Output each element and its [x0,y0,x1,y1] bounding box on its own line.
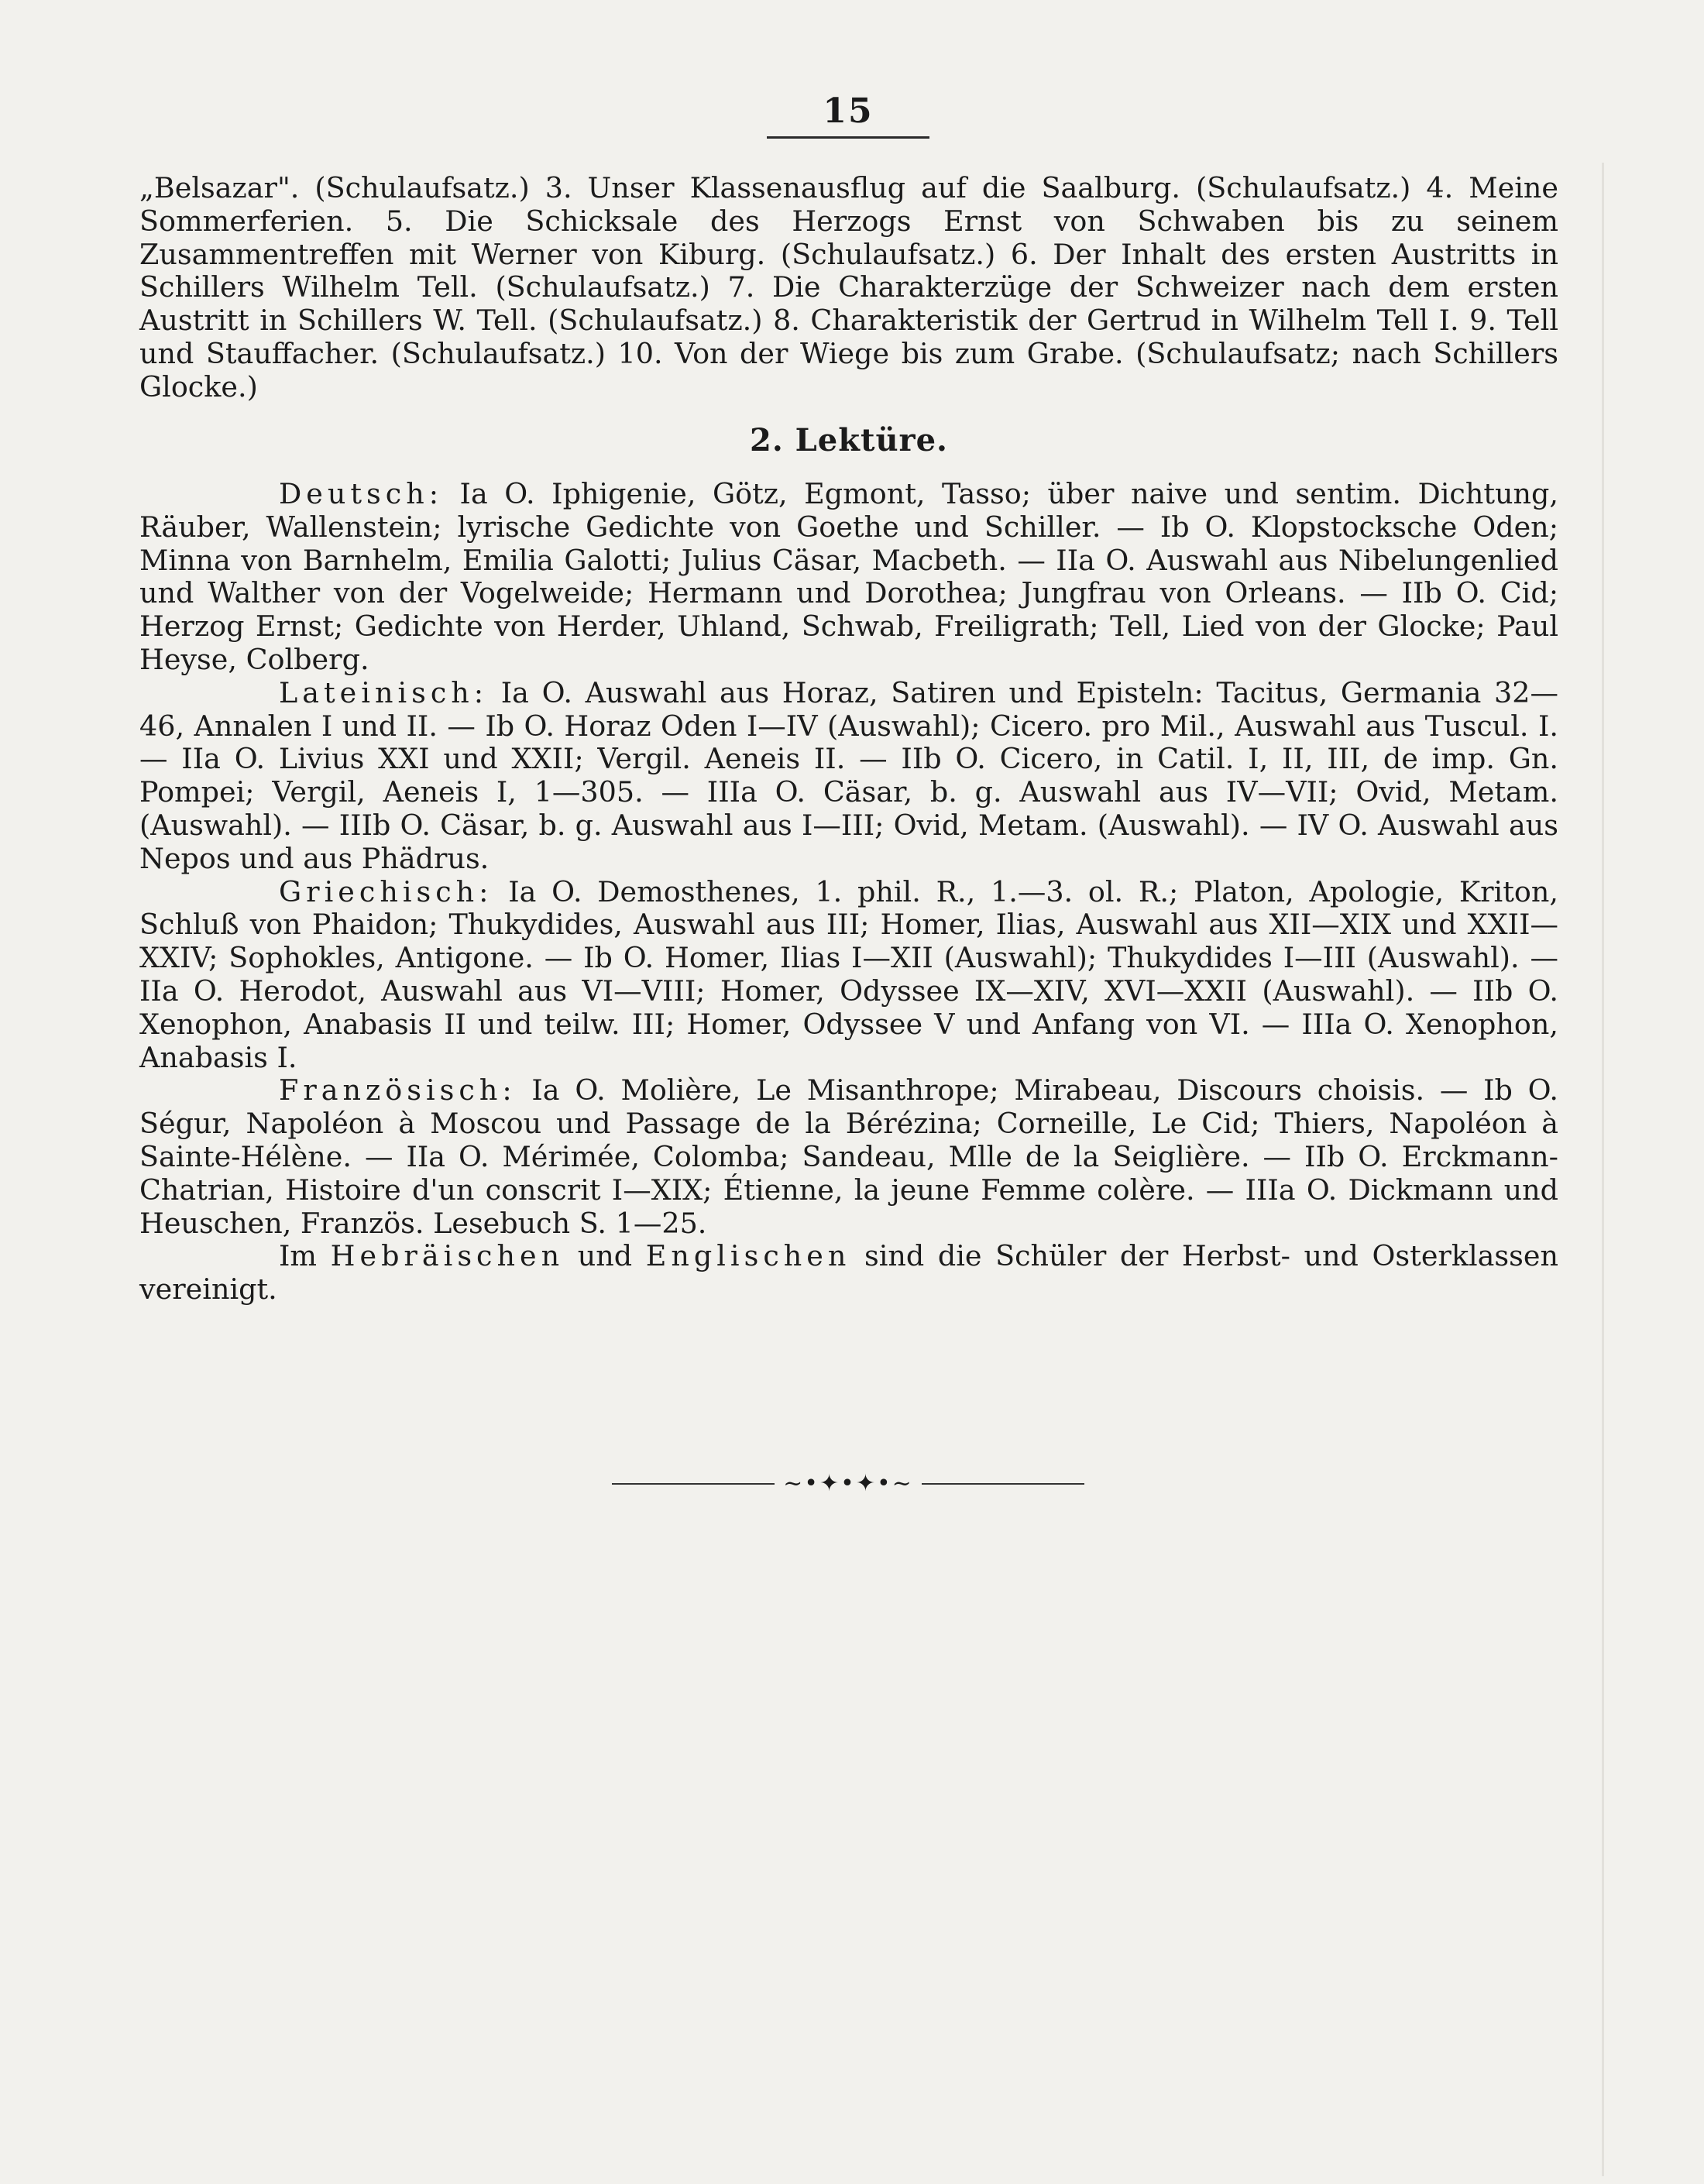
section-title: 2. Lektüre. [750,422,948,458]
page-number-rule [767,136,929,139]
page-bleed-edge [1602,163,1604,2176]
subject-label-franzoesisch: Französisch: [279,1073,517,1107]
reading-franzoesisch [139,1074,1558,1240]
reading-franzoesisch-text: Ia O. Molière, Le Misanthrope; Mirabeau, Discours choisis. — Ib O. Ségur, Napoléon à Moscou und Passage de la Bérézina; Corneille, Le Cid; Thiers, Napoléon à Sainte-Hélène. — IIa O. Mérimée, Colomba; Sandeau, Mlle de la Seiglière. — IIb O. Erckmann-Chatrian, Histoire d'un conscrit I—XIX; Étienne, la jeune Femme colère. — IIIa O. Dickmann und Heuschen, Französ. Lesebuch S. 1—25. [139,1073,1558,1240]
essay-topics-text: „Belsazar". (Schulaufsatz.) 3. Unser Klassenausflug auf die Saalburg. (Schulaufsatz.) 4. Meine Sommerferien. 5. Die Schicksale des Herzogs Ernst von Schwaben bis zu seinem Zusammentreffen mit Werner von Kiburg. (Schulaufsatz.) 6. Der Inhalt des ersten Austritts in Schillers Wilhelm Tell. (Schulaufsatz.) 7. Die Charakterzüge der Schweizer nach dem ersten Austritt in Schillers W. Tell. (Schulaufsatz.) 8. Charakteristik der Gertrud in Wilhelm Tell I. 9. Tell und Stauffacher. (Schulaufsatz.) 10. Von der Wiege bis zum Grabe. (Schulaufsatz; nach Schillers Glocke.) [139,171,1558,403]
reading-deutsch [139,478,1558,677]
note-prefix: Im [279,1239,331,1273]
reading-deutsch-text: Ia O. Iphigenie, Götz, Egmont, Tasso; über naive und sentim. Dichtung, Räuber, Wallenstein; lyrische Gedichte von Goethe und Schiller. — Ib O. Klopstocksche Oden; Minna von Barnhelm, Emilia Galotti; Julius Cäsar, Macbeth. — IIa O. Auswahl aus Nibelungenlied und Walther von der Vogelweide; Hermann und Dorothea; Jungfrau von Orleans. — IIb O. Cid; Herzog Ernst; Gedichte von Herder, Uhland, Schwab, Freiligrath; Tell, Lied von der Glocke; Paul Heyse, Colberg. [139,477,1558,676]
subject-label-lateinisch: Lateinisch: [279,675,489,709]
note-und: und [564,1239,646,1273]
note-englisch: Englischen [645,1239,851,1273]
subject-label-deutsch: Deutsch: [279,477,444,510]
end-ornament [612,1468,1084,1499]
reading-griechisch [139,876,1558,1075]
reading-note [139,1240,1558,1307]
ornament-flourish-icon: ~•✦•✦•~ [783,1470,913,1497]
note-hebraeisch: Hebräischen [330,1239,565,1273]
reading-lateinisch-text: Ia O. Auswahl aus Horaz, Satiren und Episteln: Tacitus, Germania 32—46, Annalen I und II. — Ib O. Horaz Oden I—IV (Auswahl); Cicero. pro Mil., Auswahl aus Tuscul. I. — IIa O. Livius XXI und XXII; Vergil. Aeneis II. — IIb O. Cicero, in Catil. I, II, III, de imp. Gn. Pompei; Vergil, Aeneis I, 1—305. — IIIa O. Cäsar, b. g. Auswahl aus IV—VII; Ovid, Metam. (Auswahl). — IIIb O. Cäsar, b. g. Auswahl aus I—III; Ovid, Metam. (Auswahl). — IV O. Auswahl aus Nepos und aus Phädrus. [139,675,1558,875]
page-number: 15 [823,91,874,131]
reading-list [139,478,1558,1307]
essay-topics [139,172,1558,404]
reading-griechisch-text: Ia O. Demosthenes, 1. phil. R., 1.—3. ol. R.; Platon, Apologie, Kriton, Schluß von Phaidon; Thukydides, Auswahl aus III; Homer, Ilias, Auswahl aus XII—XIX und XXII—XXIV; Sophokles, Antigone. — Ib O. Homer, Ilias I—XII (Auswahl); Thukydides I—III (Auswahl). — IIa O. Herodot, Auswahl aus VI—VIII; Homer, Odyssee IX—XIV, XVI—XXII (Auswahl). — IIb O. Xenophon, Anabasis II und teilw. III; Homer, Odyssee V und Anfang von VI. — IIIa O. Xenophon, Anabasis I. [139,874,1558,1074]
ornament-left-line [612,1483,775,1485]
reading-lateinisch [139,677,1558,876]
subject-label-griechisch: Griechisch: [279,874,493,908]
ornament-right-line [922,1483,1084,1485]
note-suffix: sind die Schüler der Herbst- und Osterklassen vereinigt. [139,1239,1558,1307]
